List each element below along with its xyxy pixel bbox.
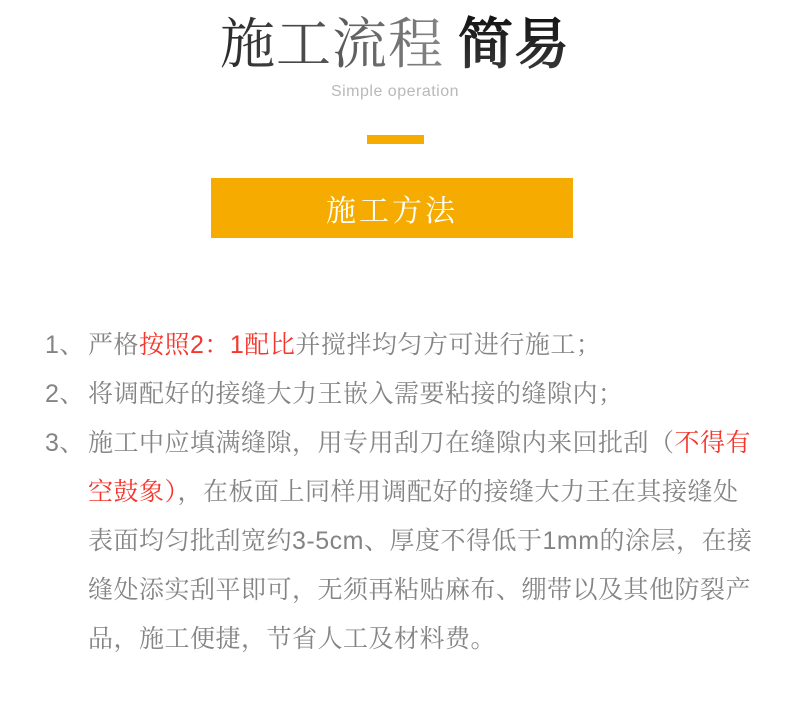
instruction-item [45, 370, 757, 419]
orange-divider-bar [367, 135, 424, 144]
instruction-segment: 将调配好的接缝大力王嵌入需要粘接的缝隙内； [88, 380, 624, 408]
instruction-segment-highlight: 按照2：1配比 [139, 331, 296, 359]
instruction-item [45, 419, 757, 664]
instruction-text [88, 380, 624, 408]
page-header [0, 0, 790, 101]
instruction-number: 3、 [45, 429, 85, 457]
instruction-text [88, 429, 753, 653]
page-title-main: 施工流程 [219, 13, 444, 75]
instruction-segment: 施工中应填满缝隙，用专用刮刀在缝隙内来回批刮（ [88, 429, 675, 457]
instruction-text [88, 331, 601, 359]
instructions-list [45, 321, 757, 664]
instruction-number: 2、 [45, 380, 85, 408]
section-banner-label: 施工方法 [326, 195, 458, 228]
page-title [0, 13, 790, 75]
instruction-item [45, 321, 757, 370]
instruction-segment: 并搅拌均匀方可进行施工； [295, 331, 602, 359]
section-banner [211, 178, 573, 238]
page-title-accent: 简易 [458, 13, 571, 75]
instruction-segment: 严格 [88, 331, 140, 359]
instruction-number: 1、 [45, 331, 85, 359]
instruction-segment-highlight: 不得有空鼓象） [88, 429, 752, 506]
page-subtitle: Simple operation [330, 83, 460, 100]
instruction-segment: ，在板面上同样用调配好的接缝大力王在其接缝处表面均匀批刮宽约3-5cm、厚度不得低于1mm的涂层，在接缝处添实刮平即可，无须再粘贴麻布、绷带以及其他防裂产品，施工便捷，节省人工及材料费。 [88, 478, 753, 653]
